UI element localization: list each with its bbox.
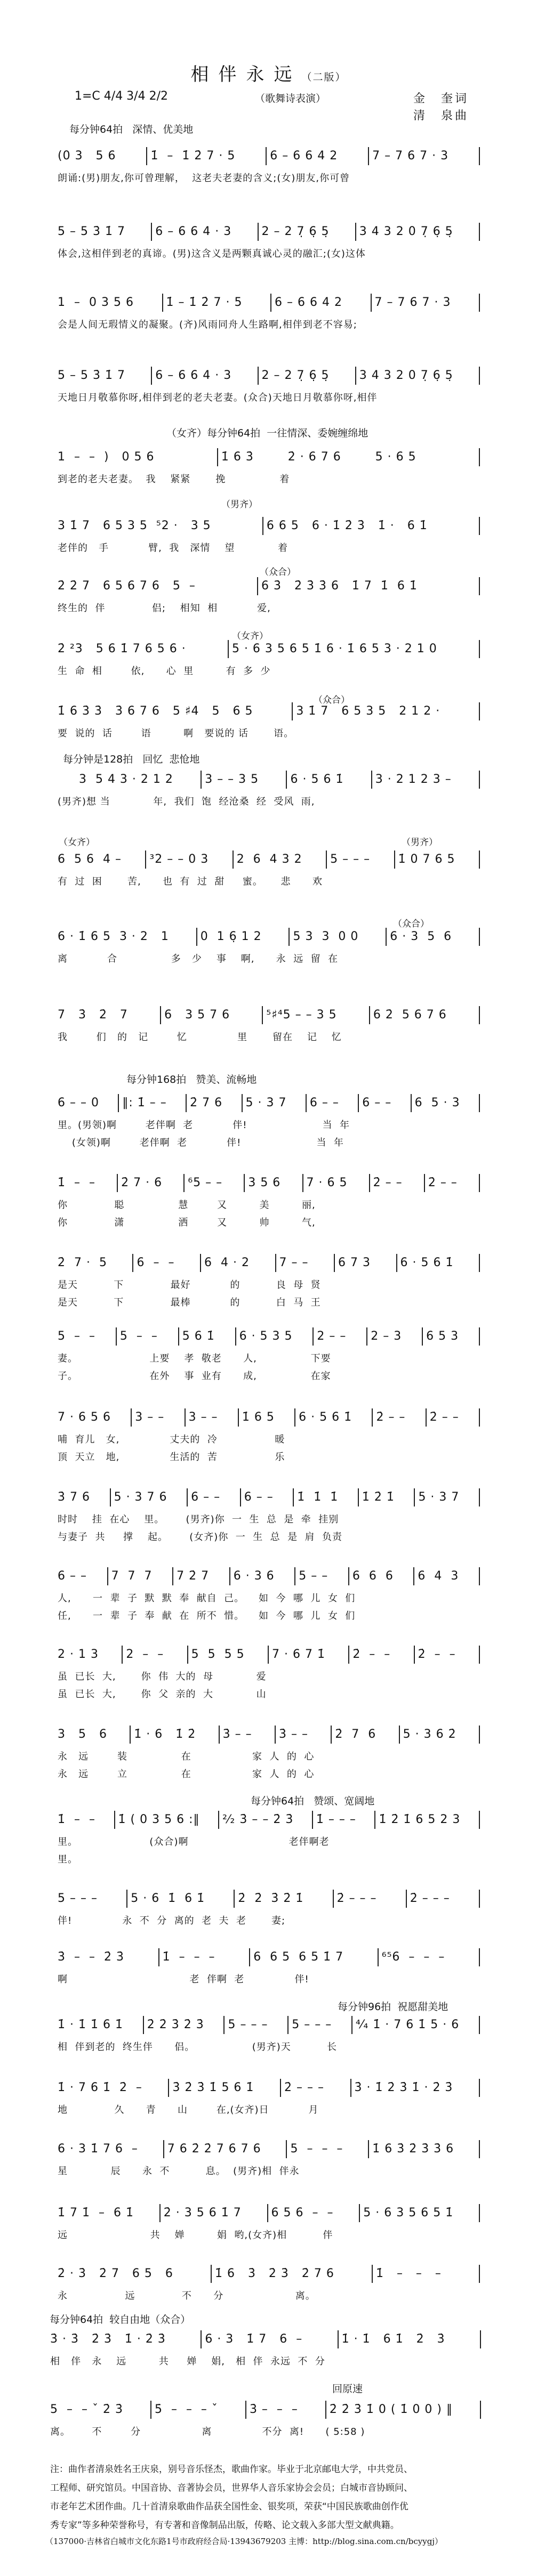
measure: 5 6 1̇ xyxy=(178,1327,235,1346)
score-system xyxy=(58,2140,480,2180)
lyric-line: 里。 xyxy=(58,1854,78,1865)
measure: 6 – 6 6 4 · 3 xyxy=(151,367,257,385)
measure: 3 1̇ 7 6 5 3 5 2 1 2 · xyxy=(292,702,479,720)
measure: 2̇ – – – xyxy=(406,1890,479,1908)
measure: 2 – – xyxy=(312,1327,366,1346)
lyric-line: 会是人间无瑕情义的凝聚。(齐)风雨同舟人生路啊,相伴到老不容易; xyxy=(58,319,357,330)
measure: 1̇ – – – xyxy=(158,1948,250,1966)
measure: 6 · 1̇ 6 5 3 · 2 1 xyxy=(58,930,169,943)
song-title xyxy=(0,60,537,86)
measure: 5 – – ˇ 2̇ 3̇ xyxy=(50,2403,123,2416)
notes-row xyxy=(58,1174,480,1192)
notes-row xyxy=(58,1408,480,1427)
measure: 2 6 4 3 2 xyxy=(233,850,326,869)
notes-row xyxy=(58,2079,480,2097)
lyric-line: 妻。 上要 孝 敬老 人, 下要 xyxy=(58,1353,331,1364)
measure: 3̇ – – xyxy=(219,1726,275,1744)
measure: 3 · 2 1 2 3 – xyxy=(371,771,479,789)
notes-row xyxy=(58,1094,480,1112)
measure: 7 – 7 6 7 · 3 xyxy=(371,294,479,312)
measure: 1̇ 7 1̇ – 6 1̇ xyxy=(58,2206,134,2219)
measure: 7 7 7 xyxy=(107,1567,173,1585)
measure: 5 – 5 3̇ 1̇ 7 xyxy=(58,225,125,238)
measure: 6 · 3 5 6 xyxy=(386,928,479,946)
lyric-line: 是天 下 最棒 的 白 马 王 xyxy=(58,1297,321,1308)
score-system xyxy=(58,223,480,263)
lyric-line: 是天 下 最好 的 良 母 贤 xyxy=(58,1279,321,1291)
measure: 2 – 3 xyxy=(366,1327,422,1346)
measure: 1̇ – – xyxy=(58,1176,95,1189)
notes-row xyxy=(58,1890,480,1908)
measure: 7 · 6 5 xyxy=(302,1174,369,1192)
lyric-line: 你 潇 洒 又 帅 气, xyxy=(58,1217,316,1228)
voice-label: （众合） xyxy=(260,567,296,578)
lyric-line: (女领)啊 老伴啊 老 伴! 当 年 xyxy=(58,1137,344,1148)
tempo-marking: 每分钟是128拍 回忆 悲怆地 xyxy=(63,754,200,765)
notes-row xyxy=(58,1948,480,1966)
measure: 3 1̇ 7 6 5 3 5 ⁵2 · 3 5 xyxy=(58,519,211,532)
measure: 6 – – xyxy=(306,1094,358,1112)
score-system xyxy=(58,2079,480,2119)
voice-label: （男齐） xyxy=(402,837,438,848)
measure: 6 2̇ 5 6 7 6 xyxy=(369,1006,479,1024)
measure: 3̇ 7 6 xyxy=(58,1490,90,1504)
lyric-line: 体会,这相伴到老的真谛。(男)这含义是两颗真诚心灵的融汇;(女)这体 xyxy=(58,248,366,260)
measure: 2̇ – – xyxy=(372,1408,425,1427)
score-system xyxy=(58,1006,480,1046)
measure: 2̇ 2̇ 7 6 5 6 7 6 5 – xyxy=(58,579,196,593)
measure: 6 – – 0 xyxy=(58,1096,99,1109)
score-system xyxy=(50,2330,481,2370)
measure: 5 – – – xyxy=(58,1892,98,1905)
tempo-marking: 每分钟64拍 较自由地（众合） xyxy=(50,2314,191,2326)
lyric-line: 顶 天立 地, 生活的 苦 乐 xyxy=(58,1452,285,1463)
measure: ⁴⁄₄ 1̇ · 7 6 1̇ 5 · 6 xyxy=(351,2016,479,2034)
lyric-line: 永 远 立 在 家 人 的 心 xyxy=(58,1769,315,1780)
score-system xyxy=(58,2016,480,2056)
measure: 6 – 6 6 4 2 xyxy=(270,294,371,312)
score-system xyxy=(58,2204,480,2244)
measure: 1̇ 2̇ 1̇ xyxy=(358,1488,414,1506)
measure: 6 5 · 3 xyxy=(411,1094,479,1112)
score-system xyxy=(58,1948,480,1988)
measure: 1̇ 6 3̇ 2̇ · 6 7 6 5 · 6 5 xyxy=(217,448,479,466)
voice-label: （众合） xyxy=(393,919,429,929)
measure: 6 3̇ 2̇ 3̇ 3̇ 6 1̇ 7 1̇ 6 1̇ xyxy=(257,577,479,595)
footnote-line: 市老年艺术团作曲。几十首清泉歌曲作品获全国性金、银奖项，荣获“中国民族歌曲创作优 xyxy=(50,2501,408,2512)
measure: 6 6 5 6 5 1̇ 7 xyxy=(249,1948,378,1966)
voice-label: （众合） xyxy=(314,695,350,706)
measure: 3̇ 2̇ 3̇ 1̇ 5 6 1̇ xyxy=(168,2079,280,2097)
measure: 3 5 6 xyxy=(244,1174,302,1192)
lyric-line: 终生的 伴 侣; 相知 相 爱, xyxy=(58,603,271,614)
notes-row xyxy=(58,2204,480,2222)
measure: 3 – – 3 5 xyxy=(201,771,286,789)
measure: 5 – – – xyxy=(326,850,394,869)
measure: 1̇ 0 7 6 5 xyxy=(394,850,479,869)
score-system xyxy=(58,1174,480,1232)
measure: 6 · 5 3 5 xyxy=(235,1327,313,1346)
lyric-line: 与妻子 共 撑 起。 (女齐)你 一 生 总 是 肩 负责 xyxy=(58,1532,342,1543)
notes-row xyxy=(58,1327,480,1346)
lyric-line: 星 辰 永 不 息。 (男齐)相 伴永 xyxy=(58,2166,300,2177)
voice-label: （女齐） xyxy=(59,837,95,848)
measure: 5 3 3 0 0 xyxy=(288,928,386,946)
lyric-line: 相 伴 永 远 共 婵 娟, 相 伴 永远 不 分 xyxy=(50,2356,325,2367)
tempo-marking: 每分钟64拍 赞颂、宽阔地 xyxy=(251,1795,375,1807)
footnote-line: 工程师、研究馆员。中国音协、音著协会员，世界华人音乐家协会会员；白城市音协顾问、 xyxy=(50,2483,413,2493)
lyric-line: 你 聪 慧 又 美 丽, xyxy=(58,1200,316,1211)
measure: 2̇ ²3 5 6 1̇ 7 6 5 6 · xyxy=(58,642,186,655)
score-system xyxy=(58,367,480,407)
measure: 6 – 6 6 4 2 xyxy=(266,147,368,165)
measure: 5 · 3 7 xyxy=(242,1094,306,1112)
notes-row xyxy=(58,517,480,535)
measure: 6 · 5 6 1̇ xyxy=(286,771,371,789)
measure: 2̇ 7 6 xyxy=(331,1726,398,1744)
footnote xyxy=(50,2460,487,2535)
measure: 2 – – xyxy=(122,1646,187,1664)
measure: 5 – – – xyxy=(287,2016,351,2034)
notes-row xyxy=(58,1488,480,1506)
tempo-marking: 每分钟64拍 深情、优美地 xyxy=(69,124,194,135)
measure: 1 – – ) 0 5 6 xyxy=(58,450,155,464)
measure: 7 2̇ 7 xyxy=(172,1567,229,1585)
measure: 5 · 3 7 xyxy=(414,1488,479,1506)
measure: 1̇ · 6 1̇ 2̇ xyxy=(130,1726,218,1744)
lyric-line: 里。(男领)啊 老伴啊 老 伴! 当 年 xyxy=(58,1120,350,1131)
notes-row xyxy=(58,1726,480,1744)
notes-row xyxy=(58,771,480,789)
measure: 5 · 6 1̇ 6 1̇ xyxy=(126,1890,234,1908)
measure: ⁶⁵6 – – – xyxy=(378,1948,479,1966)
measure: 1̇ 6 3̇ 2̇ 3̇ 2̇ 7 6 xyxy=(211,2265,372,2283)
score-system xyxy=(58,1646,480,1703)
measure: 6 – – xyxy=(187,1488,240,1506)
measure: 2̇ – – xyxy=(348,1646,413,1664)
score-system xyxy=(58,1488,480,1546)
measure: 6 5 6 4 – xyxy=(58,853,122,866)
measure: 1̇ – – xyxy=(58,1813,95,1826)
score-system xyxy=(58,1094,480,1152)
notes-row xyxy=(58,702,480,720)
tempo-marking: 每分钟168拍 赞美、流畅地 xyxy=(126,1074,257,1086)
lyric-line: 我 们 的 记 忆 里 留在 记 忆 xyxy=(58,1032,342,1043)
measure: 6 5 6 – – xyxy=(267,2204,359,2222)
notes-row xyxy=(58,2140,480,2158)
measure: 3 – – xyxy=(131,1408,184,1427)
measure: 1̇ ( 0 3 5 6 :‖ xyxy=(114,1811,219,1829)
measure: 0 1 6̣ 1 2 xyxy=(196,928,289,946)
lyric-line: 远 共 婵 娟 哟,(女齐)相 伴 xyxy=(58,2230,333,2241)
score-system xyxy=(58,1811,480,1868)
notes-row xyxy=(58,223,480,241)
measure: 2̇ – – xyxy=(369,1174,424,1192)
notes-row xyxy=(58,640,480,658)
measure: 2̇ – – xyxy=(414,1646,479,1664)
measure: 1 – 0 3 5 6 xyxy=(58,296,134,309)
score-system xyxy=(58,147,480,187)
performance-type: （歌舞诗表演） xyxy=(255,93,326,104)
measure: 1̇ 6 3̇ 2̇ 3̇ 3̇ 6 xyxy=(368,2140,479,2158)
lyric-line: 虽 已长 大, 你 伟 大的 母 爱 xyxy=(58,1671,267,1682)
measure: 6 7 3 xyxy=(334,1254,396,1272)
measure: 3̇ – – xyxy=(275,1726,331,1744)
measure: 2̇ 7 · 5 xyxy=(58,1256,107,1269)
notes-row xyxy=(58,147,480,165)
lyric-line: 地 久 青 山 在,(女齐)日 月 xyxy=(58,2104,319,2116)
lyricist: 金 奎词 xyxy=(413,92,469,106)
notes-row xyxy=(58,577,480,595)
measure: 6 5 3 xyxy=(422,1327,479,1346)
measure: 6 – – xyxy=(240,1488,293,1506)
score-system xyxy=(58,294,480,334)
notes-row xyxy=(58,2265,480,2283)
measure: 7 · 6 7 1̇ xyxy=(268,1646,348,1664)
measure: 6 6 5 6 · 1̇ 2̇ 3̇ 1̇ · 6 1̇ xyxy=(262,517,479,535)
lyric-line: 天地日月敬慕你呀,相伴到老的老夫老妻。(众合)天地日月敬慕你呀,相伴 xyxy=(58,392,378,403)
score-system xyxy=(58,1567,480,1625)
measure: 1̇ 6 5 xyxy=(238,1408,294,1427)
measure: 5 · 3 6 2̇ xyxy=(399,1726,479,1744)
measure: 7 · 6 5 6 xyxy=(58,1411,111,1424)
measure: 7 6 2̇ 2̇ 7 6 7 6 xyxy=(163,2140,286,2158)
lyric-line: 啊 老 伴啊 老 伴! xyxy=(58,1974,309,1985)
measure: 1̇ · 1̇ 6 1̇ 2̇ 3̇ xyxy=(338,2330,480,2348)
notes-row xyxy=(58,1567,480,1585)
tempo-marking: （女齐）每分钟64拍 一往情深、委婉缠绵地 xyxy=(166,427,368,439)
lyric-line: 要 说的 话 语 啊 要说的 话 语。 xyxy=(58,728,294,739)
measure: 1̇ 1̇ 1̇ xyxy=(293,1488,358,1506)
measure: 3̇ · 1̇ 2̇ 3̇ 1̇ · 2̇ 3̇ xyxy=(350,2079,479,2097)
measure: 1̇ · 1̇ 1̇ 6 1̇ xyxy=(58,2018,123,2031)
notes-row xyxy=(50,2330,481,2348)
measure: 6 · 3 1̇ 7 6 – xyxy=(58,2142,138,2156)
lyric-line: 永 远 不 分 离。 xyxy=(58,2290,316,2302)
measure: 6 · 5 6 1̇ xyxy=(396,1254,479,1272)
notes-row xyxy=(58,1006,480,1024)
measure: 5 – – – xyxy=(223,2016,287,2034)
measure: 7 – 7 6 7 · 3 xyxy=(368,147,479,165)
measure: 1̇ · 7 6 1̇ 2̇ – xyxy=(58,2081,142,2094)
measure: 5̇ – – – ˇ xyxy=(150,2401,245,2419)
measure: 6 · 3 1̇ 7 6 – xyxy=(201,2330,337,2348)
score-system xyxy=(58,850,480,890)
score-system xyxy=(58,1254,480,1311)
measure: 2̇ – – xyxy=(424,1174,479,1192)
measure: 5 · 6 3 5 6 5 1̇ xyxy=(359,2204,479,2222)
footnote-line: 注：曲作者清泉姓名王庆泉，别号音乐怪杰，歌曲作家。毕业于北京邮电大学，中共党员、 xyxy=(50,2464,413,2475)
notes-row xyxy=(58,2016,480,2034)
measure: 3̇ – – 2̇ 3̇ xyxy=(58,1950,124,1964)
measure: ⁶5 – – xyxy=(183,1174,244,1192)
measure: 2̇ 7 · 6 xyxy=(117,1174,183,1192)
tempo-marking: 回原速 xyxy=(332,2383,363,2395)
score-system xyxy=(58,1327,480,1385)
measure: 2̇ · 3 5 6 1̇ 7 xyxy=(159,2204,267,2222)
measure: 2̇ 2̇ 3̇ 2̇ 3̇ xyxy=(143,2016,224,2034)
score-system xyxy=(50,2401,481,2441)
measure: (0 3 5 6 xyxy=(58,149,116,163)
measure: 1̇ 6 3̇ 3̇ 3̇ 6 7 6 5 ♯4 5 6 5 xyxy=(58,704,253,718)
key-signature: 1=C 4/4 3/4 2/2 xyxy=(75,90,168,103)
lyric-line: 离 合 多 少 事 啊, 永 远 留 在 xyxy=(58,953,339,965)
lyric-line: 相 伴到老的 终生伴 侣。 (男齐)天 长 xyxy=(58,2042,338,2053)
contact-info: （137000·吉林省白城市文化东路1号市政府经合局·13943679203 主博：http://blog.sina.com.cn/bcyygj） xyxy=(45,2537,443,2546)
notes-row xyxy=(58,928,480,946)
measure: 6 4 3 xyxy=(413,1567,479,1585)
measure: 3̇ · 3̇ 2̇ 3̇ 1̇ · 2̇ 3̇ xyxy=(50,2332,166,2346)
measure: 3 4 3 2 0 7̣ 6̣ 5̣ xyxy=(355,223,479,241)
measure: 2̇ 2̇ 3̇ 2̇ 1̇ xyxy=(234,1890,332,1908)
score-system xyxy=(58,1890,480,1930)
lyric-line: 老伴的 手 臂, 我 深情 望 着 xyxy=(58,542,288,554)
lyric-line: 朗诵:(男)朋友,你可曾理解， 这老夫老妻的含义;(女)朋友,你可曾 xyxy=(58,173,350,184)
measure: ²⁄₂ 3̇ – – 2̇ 3̇ xyxy=(218,1811,312,1829)
lyric-line: 哺 育儿 女, 丈夫的 冷 暖 xyxy=(58,1434,285,1445)
measure: 2̇ – – – xyxy=(333,1890,406,1908)
measure: 3̇ – – – xyxy=(245,2401,325,2419)
measure: 2 · 1 3 xyxy=(58,1648,99,1661)
voice-label: （男齐） xyxy=(221,499,258,510)
lyric-line: (男齐)想 当 年, 我们 饱 经沧桑 经 受风 雨, xyxy=(58,796,315,807)
measure: 6 · 5 6 1̇ xyxy=(294,1408,372,1427)
measure: 6 4 · 2 xyxy=(200,1254,275,1272)
lyric-line: 伴! 永 不 分 离的 老 夫 老 妻; xyxy=(58,1915,286,1926)
measure: 3 – – xyxy=(185,1408,238,1427)
measure: 2̇ 2̇ 3̇ 1̇ 0 ( 1̇ 0 0 ) ‖ xyxy=(325,2401,480,2419)
measure: 6 3 5 7 6 xyxy=(160,1006,262,1024)
lyric-line: 任, 一 辈 子 奉 献 在 所不 惜。 如 今 哪 儿 女 们 xyxy=(58,1610,356,1622)
lyric-line: 人, 一 辈 子 默 默 奉 献自 己。 如 今 哪 儿 女 们 xyxy=(58,1593,356,1604)
measure: ‖: 1̇ – – xyxy=(118,1094,186,1112)
lyric-line: 生 命 相 依, 心 里 有 多 少 xyxy=(58,666,271,677)
measure: 2̇ – – – xyxy=(280,2079,350,2097)
lyric-line: 永 远 装 在 家 人 的 心 xyxy=(58,1751,315,1762)
score-system xyxy=(58,640,480,680)
footnote-line: 秀专家”等多种荣誉称号，有专著和音像制品出版，传略、论文载入多部大型文献典籍。 xyxy=(50,2520,399,2531)
notes-row xyxy=(58,1811,480,1829)
measure: 2 – 2 7̣ 6̣ 5̣ xyxy=(258,367,355,385)
measure: 6 6 6 xyxy=(348,1567,414,1585)
notes-row xyxy=(58,1254,480,1272)
measure: 5 – 5 3̇ 1̇ 7 xyxy=(58,369,125,382)
measure: 5 5 5 5 xyxy=(187,1646,268,1664)
notes-row xyxy=(58,294,480,312)
measure: 1̇ 2̇ 1̇ 6 5 2 3 xyxy=(374,1811,479,1829)
score-system xyxy=(58,702,480,742)
lyric-line: 离。 不 分 离 不分 离! ( 5:58 ) xyxy=(50,2426,365,2437)
measure: 5 – – xyxy=(116,1327,178,1346)
measure: 6 – – xyxy=(358,1094,410,1112)
score-system xyxy=(58,2265,480,2305)
measure: 1̇ – – – xyxy=(372,2265,479,2283)
lyric-line: 到老的老夫老妻。 我 紧紧 挽 着 xyxy=(58,474,290,485)
measure: 5 · 3 7 6 xyxy=(110,1488,187,1506)
measure: 2̇ · 3̇ 2̇ 7 6 5 6 xyxy=(58,2267,173,2280)
notes-row xyxy=(58,850,480,869)
measure: 1̇ – – – xyxy=(312,1811,375,1829)
score-system xyxy=(58,577,480,617)
lyric-line: 有 过 困 苦, 也 有 过 甜 蜜。 悲 欢 xyxy=(58,876,323,887)
lyric-line: 里。 (众合)啊 老伴啊老 xyxy=(58,1836,330,1848)
score-system xyxy=(58,1408,480,1466)
voice-label: （女齐） xyxy=(232,631,268,642)
measure: 1̇ – 1̇ 2̇ 7 · 5 xyxy=(146,147,266,165)
measure: 2̇ 7 6 xyxy=(186,1094,241,1112)
notes-row xyxy=(58,367,480,385)
measure: 2 – 2 7̣ 6̣ 5̣ xyxy=(258,223,355,241)
measure: 5 – – – xyxy=(286,2140,368,2158)
tempo-marking: 每分钟96拍 祝愿甜美地 xyxy=(338,2001,448,2013)
measure: ³2 – – 0 3 xyxy=(145,850,232,869)
measure: 7 3̇ 2̇ 7 xyxy=(58,1008,128,1022)
measure: 6 – – xyxy=(132,1254,200,1272)
notes-row xyxy=(58,1646,480,1664)
measure: 1̇ – 1̇ 2̇ 7 · 5 xyxy=(162,294,271,312)
lyric-line: 虽 已长 大, 你 父 亲的 大 山 xyxy=(58,1689,267,1700)
composer: 清 泉曲 xyxy=(413,109,469,123)
lyric-line: 子。 在外 事 业有 成, 在家 xyxy=(58,1371,331,1382)
score-system xyxy=(58,517,480,557)
score-system xyxy=(58,448,480,488)
measure: 7 – – xyxy=(275,1254,334,1272)
lyric-line: 时时 挂 在心 里。 (男齐)你 一 生 总 是 牵 挂别 xyxy=(58,1514,339,1525)
measure: 3 5 6 xyxy=(58,1728,107,1741)
score-system xyxy=(58,1726,480,1783)
title-text: 相伴永远 xyxy=(190,64,302,85)
edition: （二版） xyxy=(301,71,347,83)
measure: 3 5 4 3 · 2 1 2 xyxy=(58,773,173,786)
measure: 5 · 6 3 5 6 5 1̇ 6 · 1̇ 6 5 3 · 2 1 0 xyxy=(228,640,479,658)
measure: 6 · 3 6 xyxy=(229,1567,295,1585)
notes-row xyxy=(50,2401,481,2419)
measure: ⁵♯⁴5 – – 3 5 xyxy=(262,1006,368,1024)
measure: 6 – 6 6 4 · 3 xyxy=(151,223,257,241)
measure: 2̇ – – xyxy=(426,1408,479,1427)
measure: 5 – – xyxy=(294,1567,348,1585)
measure: 5 – – xyxy=(58,1330,95,1343)
score-system xyxy=(58,771,480,811)
notes-row xyxy=(58,448,480,466)
measure: 3 4 3 2 0 7̣ 6̣ 5̣ xyxy=(355,367,479,385)
measure: 6 – – xyxy=(58,1569,87,1583)
score-system xyxy=(58,928,480,968)
